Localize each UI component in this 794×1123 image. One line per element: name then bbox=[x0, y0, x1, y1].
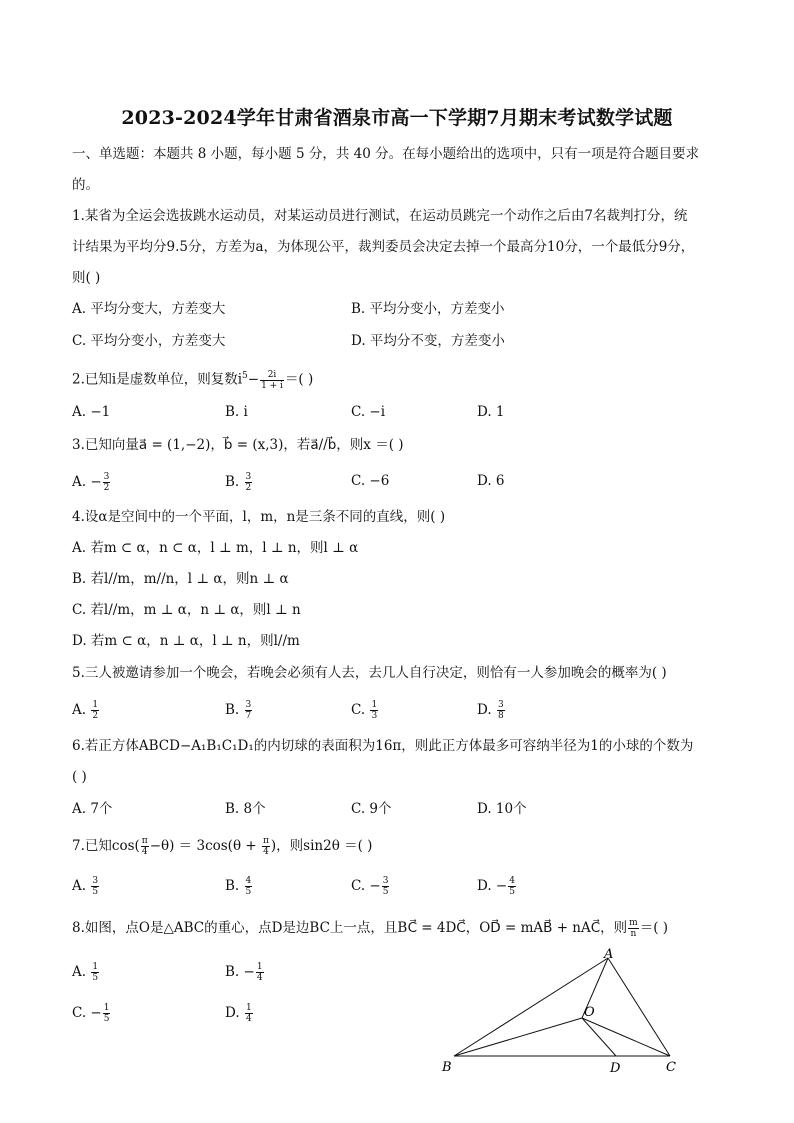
q3-b-fraction bbox=[245, 472, 253, 493]
label-c: C bbox=[666, 1060, 676, 1075]
q7-c-label: C. − bbox=[351, 878, 381, 894]
q7-option-a bbox=[72, 876, 100, 897]
label-b: B bbox=[442, 1060, 452, 1075]
q7-part1: 7.已知cos( bbox=[72, 838, 140, 854]
q2-frac-numerator: 2i bbox=[260, 370, 284, 381]
q4-option-b: B. 若l//m，m//n，l ⊥ α，则n ⊥ α bbox=[72, 571, 289, 587]
q7-d-label: D. − bbox=[477, 878, 508, 894]
segment-od bbox=[582, 1018, 616, 1056]
q8-d-fraction bbox=[245, 1003, 253, 1024]
q5-a-fraction bbox=[91, 700, 99, 721]
q6-option-b: B. 8个 bbox=[225, 801, 266, 817]
q7-fraction2 bbox=[262, 836, 270, 857]
q6-option-c: C. 9个 bbox=[351, 801, 392, 817]
q7-part2: −θ) ＝ 3cos(θ + bbox=[149, 838, 261, 854]
q8-stem bbox=[72, 918, 668, 939]
q8-a-label: A. bbox=[72, 964, 91, 980]
q7-d-fraction bbox=[508, 876, 516, 897]
q4-option-a: A. 若m ⊂ α，n ⊂ α，l ⊥ m，l ⊥ n，则l ⊥ α bbox=[72, 540, 359, 556]
q6-stem-line2: ( ) bbox=[72, 769, 87, 785]
q5-d-den: 8 bbox=[497, 711, 504, 721]
q7-a-fraction bbox=[91, 876, 99, 897]
q2-option-d: D. 1 bbox=[477, 404, 505, 420]
q1-option-a: A. 平均分变大，方差变大 bbox=[72, 301, 226, 317]
q3-a-label: A. − bbox=[72, 474, 102, 490]
q1-option-b: B. 平均分变小，方差变小 bbox=[351, 301, 505, 317]
q8-c-label: C. − bbox=[72, 1005, 102, 1021]
q3-option-a bbox=[72, 472, 111, 493]
q5-option-b bbox=[225, 700, 253, 721]
q8-a-fraction bbox=[91, 962, 99, 983]
q8-b-label: B. − bbox=[225, 964, 255, 980]
q2-suffix: ＝( ) bbox=[284, 371, 314, 388]
q2-stem bbox=[72, 367, 313, 391]
q8-d-label: D. bbox=[225, 1005, 244, 1021]
q5-d-label: D. bbox=[477, 702, 496, 718]
q7-option-c bbox=[351, 876, 390, 897]
q2-prefix: 2.已知i是虚数单位，则复数i bbox=[72, 371, 243, 388]
q3-option-b bbox=[225, 472, 253, 493]
section-header-line2: 的。 bbox=[72, 177, 99, 193]
q8-part2: ＝( ) bbox=[639, 920, 669, 936]
q8-option-b bbox=[225, 962, 265, 983]
label-o: O bbox=[584, 1005, 595, 1020]
q3-a-den: 2 bbox=[103, 483, 110, 493]
q8-f-den: n bbox=[630, 929, 637, 939]
q4-option-d: D. 若m ⊂ α，n ⊥ α，l ⊥ n，则l//m bbox=[72, 633, 300, 649]
q5-d-num: 3 bbox=[497, 700, 504, 710]
q6-option-a: A. 7个 bbox=[72, 801, 113, 817]
q1-stem-line3: 则( ) bbox=[72, 270, 101, 286]
q7-f1-num: π bbox=[141, 836, 148, 846]
q1-stem-line1: 1.某省为全运会选拔跳水运动员，对某运动员进行测试，在运动员跳完一个动作之后由7名裁判打分，统 bbox=[72, 208, 688, 224]
q5-option-a bbox=[72, 700, 100, 721]
q7-c-num: 3 bbox=[382, 876, 389, 886]
q7-b-label: B. bbox=[225, 878, 244, 894]
q7-stem bbox=[72, 836, 372, 857]
q7-b-num: 4 bbox=[245, 876, 252, 886]
q8-a-num: 1 bbox=[92, 962, 99, 972]
q5-option-c bbox=[351, 700, 379, 721]
q7-f2-num: π bbox=[262, 836, 269, 846]
q8-part1: 8.如图，点O是△ABC的重心，点D是边BC上一点，且BC⃗ = 4DC⃗，OD⃗ = mAB⃗ + nAC⃗，则 bbox=[72, 920, 628, 936]
q7-d-num: 4 bbox=[509, 876, 515, 886]
q3-option-d: D. 6 bbox=[477, 473, 505, 489]
q8-fraction bbox=[628, 918, 639, 939]
q7-c-fraction bbox=[382, 876, 390, 897]
q8-d-num: 1 bbox=[245, 1003, 252, 1013]
q7-a-num: 3 bbox=[92, 876, 99, 886]
label-a: A bbox=[604, 948, 614, 962]
segment-bo bbox=[454, 1018, 582, 1056]
q2-option-b: B. i bbox=[225, 404, 248, 420]
segment-oc bbox=[582, 1018, 670, 1056]
q4-option-c: C. 若l//m，m ⊥ α，n ⊥ α，则l ⊥ n bbox=[72, 602, 301, 618]
q8-b-fraction bbox=[256, 962, 264, 983]
q5-a-den: 2 bbox=[92, 711, 99, 721]
q7-option-d bbox=[477, 876, 517, 897]
q6-stem-line1: 6.若正方体ABCD−A₁B₁C₁D₁的内切球的表面积为16π，则此正方体最多可容纳半径为1的小球的个数为 bbox=[72, 738, 694, 754]
q8-c-num: 1 bbox=[103, 1003, 110, 1013]
q7-a-den: 5 bbox=[92, 887, 99, 897]
q3-b-num: 3 bbox=[245, 472, 252, 482]
q5-c-den: 3 bbox=[371, 711, 378, 721]
q7-part3: )，则sin2θ ＝( ) bbox=[270, 838, 373, 854]
q3-a-fraction bbox=[103, 472, 111, 493]
section-header-line1: 一、单选题：本题共 8 小题，每小题 5 分，共 40 分。在每小题给出的选项中，只有一项是符合题目要求 bbox=[72, 146, 700, 162]
q8-f-num: m bbox=[629, 918, 638, 928]
q2-frac-denominator: 1 + i bbox=[261, 380, 283, 391]
q3-b-den: 2 bbox=[245, 483, 252, 493]
page-title: 2023-2024学年甘肃省酒泉市高一下学期7月期末考试数学试题 bbox=[121, 107, 673, 129]
q8-option-a bbox=[72, 962, 100, 983]
q7-b-fraction bbox=[245, 876, 253, 897]
q8-c-fraction bbox=[103, 1003, 111, 1024]
q5-a-num: 1 bbox=[92, 700, 99, 710]
q1-option-d: D. 平均分不变，方差变小 bbox=[351, 333, 505, 349]
triangle-figure bbox=[436, 948, 696, 1078]
q3-option-c: C. −6 bbox=[351, 473, 390, 489]
q7-b-den: 5 bbox=[245, 887, 252, 897]
q3-stem: 3.已知向量a⃗ = (1,−2)，b⃗ = (x,3)，若a⃗//b⃗，则x ＝( ) bbox=[72, 437, 404, 453]
q5-b-label: B. bbox=[225, 702, 244, 718]
q2-exponent: 5 bbox=[242, 371, 248, 381]
q7-fraction1 bbox=[141, 836, 149, 857]
q7-f1-den: 4 bbox=[141, 847, 148, 857]
q3-b-label: B. bbox=[225, 474, 244, 490]
q5-d-fraction bbox=[497, 700, 505, 721]
q8-option-c bbox=[72, 1003, 111, 1024]
q4-stem: 4.设α是空间中的一个平面，l，m，n是三条不同的直线，则( ) bbox=[72, 509, 446, 525]
q5-option-d bbox=[477, 700, 506, 721]
q8-c-den: 5 bbox=[103, 1014, 110, 1024]
q7-f2-den: 4 bbox=[263, 847, 269, 857]
label-d: D bbox=[610, 1061, 621, 1076]
q7-c-den: 5 bbox=[382, 887, 389, 897]
q6-option-d: D. 10个 bbox=[477, 801, 527, 817]
q5-c-num: 1 bbox=[371, 700, 378, 710]
q8-option-d bbox=[225, 1003, 254, 1024]
q8-d-den: 4 bbox=[245, 1014, 252, 1024]
q2-minus: − bbox=[247, 371, 260, 388]
side-ac bbox=[608, 958, 670, 1056]
q8-b-den: 4 bbox=[256, 973, 263, 983]
q5-c-label: C. bbox=[351, 702, 370, 718]
q7-a-label: A. bbox=[72, 878, 91, 894]
q5-b-den: 7 bbox=[245, 711, 252, 721]
q2-fraction bbox=[260, 370, 284, 391]
q7-d-den: 5 bbox=[509, 887, 515, 897]
q2-option-a: A. −1 bbox=[72, 404, 111, 420]
q5-c-fraction bbox=[370, 700, 378, 721]
q5-b-fraction bbox=[245, 700, 253, 721]
q7-option-b bbox=[225, 876, 253, 897]
q8-b-num: 1 bbox=[256, 962, 263, 972]
q1-option-c: C. 平均分变小，方差变大 bbox=[72, 333, 226, 349]
q5-a-label: A. bbox=[72, 702, 91, 718]
q2-option-c: C. −i bbox=[351, 404, 386, 420]
q1-stem-line2: 计结果为平均分9.5分，方差为a，为体现公平，裁判委员会决定去掉一个最高分10分，一个最低分9分， bbox=[72, 239, 695, 255]
q8-a-den: 5 bbox=[92, 973, 99, 983]
q5-b-num: 3 bbox=[245, 700, 252, 710]
q5-stem: 5.三人被邀请参加一个晚会，若晚会必须有人去，去几人自行决定，则恰有一人参加晚会的概率为( ) bbox=[72, 665, 667, 681]
q3-a-num: 3 bbox=[103, 472, 110, 482]
